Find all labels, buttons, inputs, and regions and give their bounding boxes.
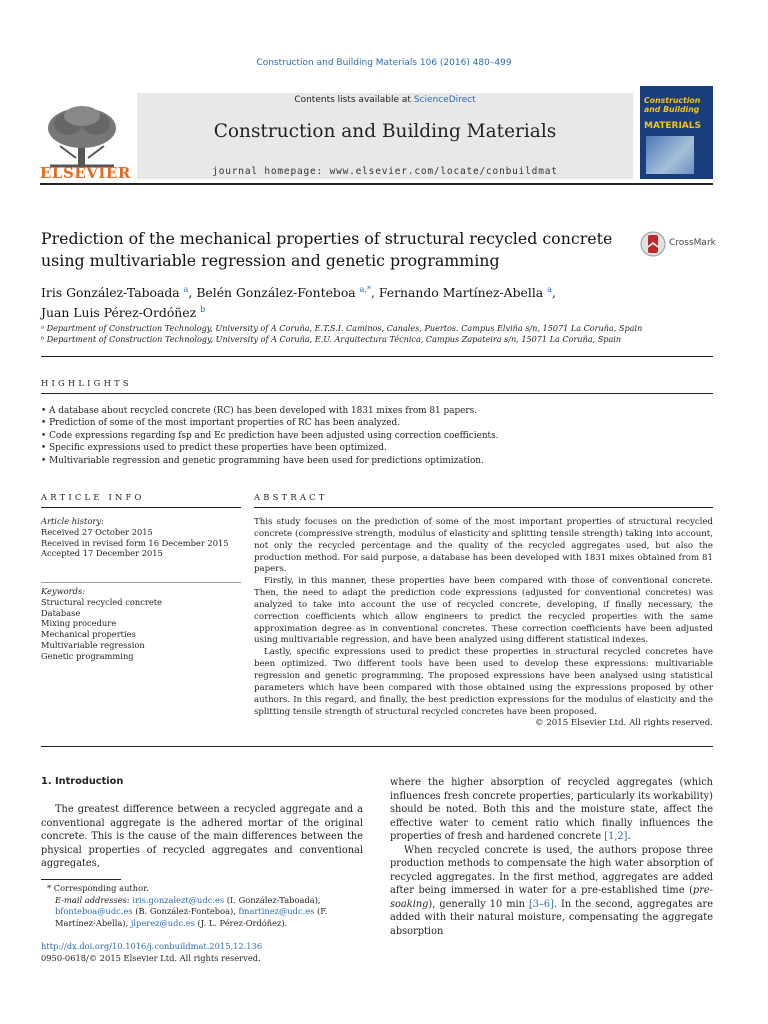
abstract-paragraph: This study focuses on the prediction of some of the most important properties of structural recycled concrete (compressive strength, modulus of elasticity and splitting tensile strength) taking into account, not only the recycled percentage and the quality of the recycled aggregates used, but also the production method. For said purpose, a database has been developed with 1831 mixes obtained from 81 papers.: [254, 517, 713, 575]
footnotes: [41, 883, 366, 929]
intro-text: ), generally 10 min: [428, 898, 529, 910]
divider-body: [41, 746, 713, 747]
divider-highlights: [41, 393, 713, 394]
revised-date: Received in revised form 16 December 2015: [41, 537, 229, 548]
author-affiliation-mark[interactable]: a,*: [359, 285, 371, 294]
keyword: Mechanical properties: [41, 629, 136, 640]
doi-link[interactable]: http://dx.doi.org/10.1016/j.conbuildmat.2015.12.136: [41, 941, 263, 951]
publisher-name: ELSEVIER: [40, 164, 131, 182]
crossmark-label: CrossMark: [669, 238, 716, 248]
received-date: Received 27 October 2015: [41, 526, 153, 537]
keyword: Multivariable regression: [41, 639, 145, 650]
abstract-paragraph: Lastly, specific expressions used to predict these properties in structural recycled concretes have been optimized. Two different tools have been used to develop these expressions: multivariable regression and genetic programming. The proposed expressions have been analysed using statistical parameters which have been compared with those obtained using the expressions proposed by other authors. In this regard, and finally, the best prediction expressions for the modulus of elasticity and the splitting tensile strength of structural recycled concretes have been proposed.: [254, 647, 713, 717]
highlight-item: • A database about recycled concrete (RC) has been developed with 1831 mixes from 81 papers.: [41, 405, 721, 417]
sciencedirect-link[interactable]: ScienceDirect: [413, 95, 476, 105]
divider-highlights-top: [41, 356, 713, 357]
keyword: Structural recycled concrete: [41, 596, 162, 607]
author-name[interactable]: Juan Luis Pérez-Ordóñez: [41, 305, 197, 321]
journal-title: Construction and Building Materials: [213, 121, 557, 142]
highlight-item: • Code expressions regarding fsp and Ec prediction have been adjusted using correction coefficients.: [41, 430, 721, 442]
keywords-label: Keywords:: [41, 586, 86, 596]
abstract-heading: ABSTRACT: [254, 492, 328, 502]
journal-homepage[interactable]: journal homepage: www.elsevier.com/locate/conbuildmat: [212, 166, 558, 177]
email-addresses: [41, 895, 366, 930]
author-separator: ,: [370, 285, 379, 301]
author-name[interactable]: Belén González-Fonteboa: [196, 285, 356, 301]
intro-emphasis: pre-soaking: [390, 885, 713, 910]
author-list: [41, 281, 701, 321]
paper-title-line2: using multivariable regression and genetic programming: [41, 251, 500, 270]
author-separator: ,: [188, 285, 197, 301]
citation-link[interactable]: [1,2]: [604, 831, 628, 842]
intro-right-column: [390, 776, 713, 938]
article-info-heading: ARTICLE INFO: [41, 492, 145, 502]
email-label: E-mail addresses:: [55, 894, 133, 905]
keywords-block: [41, 586, 246, 662]
highlight-item: • Specific expressions used to predict these properties have been optimized.: [41, 442, 721, 454]
author-affiliation-mark[interactable]: a: [547, 285, 552, 294]
paper-title-line1: Prediction of the mechanical properties of structural recycled concrete: [41, 229, 613, 248]
highlight-item: • Prediction of some of the most important properties of RC has been analyzed.: [41, 417, 721, 429]
highlights-heading: HIGHLIGHTS: [41, 378, 132, 388]
history-label: Article history:: [41, 516, 104, 526]
journal-reference[interactable]: Construction and Building Materials 106 (2016) 480–499: [256, 58, 512, 68]
intro-paragraph-continued: [390, 776, 713, 844]
email-owner: (F. Martínez-Abella),: [55, 906, 328, 928]
divider-article-info: [41, 507, 241, 508]
intro-text: . In the second, aggregates are added with their natural moisture, compensating the aggregate absorption: [390, 898, 713, 937]
contents-prefix: Contents lists available at: [294, 95, 414, 105]
abstract-paragraph: Firstly, in this manner, these properties have been compared with those of conventional concrete. Then, the need to adapt the prediction code expressions (adjusted for conventional concretes) was analyzed to take into account the use of recycled concrete, developing, if finally necessary, the correction coefficients which allow engineers to predict the recycled properties with the same approximation degree as in conventional concretes. These correction coefficients have been adjusted using multivariable regression, and have been analyzed using different statistical indexes.: [254, 576, 713, 646]
crossmark-icon: [640, 229, 666, 259]
publication-info: [41, 941, 366, 964]
email-owner: (J. L. Pérez-Ordóñez).: [194, 917, 288, 928]
header-divider: [40, 183, 713, 185]
abstract-body: [254, 517, 713, 730]
accepted-date: Accepted 17 December 2015: [41, 548, 163, 559]
keyword: Database: [41, 607, 81, 618]
affiliation-b: ᵇ Department of Construction Technology, University of A Coruña, E.U. Arquitectura Técnica, Campus Zapateira s/n, 15071 La Coruña, Spain: [41, 333, 622, 344]
intro-left-column: [41, 803, 363, 871]
intro-text: When recycled concrete is used, the authors propose three production methods to compensate the high water absorption of recycled aggregates. In the first method, aggregates are added after being immersed in water for a pre-established time (: [390, 844, 713, 896]
intro-paragraph: [390, 844, 713, 939]
footnote-divider: [41, 879, 121, 880]
intro-paragraph: The greatest difference between a recycled aggregate and a conventional aggregate is the adhered mortar of the original concrete. This is the cause of the main differences between the physical properties of recycled aggregates and conventional aggregates,: [41, 804, 363, 869]
copyright: © 2015 Elsevier Ltd. All rights reserved.: [535, 718, 713, 729]
divider-keywords: [41, 582, 241, 583]
email-link[interactable]: jlperez@udc.es: [130, 917, 195, 928]
author-name[interactable]: Iris González-Taboada: [41, 285, 180, 301]
highlights-list: [41, 405, 721, 467]
journal-cover-thumbnail[interactable]: [640, 86, 713, 179]
paper-title: [41, 228, 631, 272]
author-name[interactable]: Fernando Martínez-Abella: [378, 285, 544, 301]
email-link[interactable]: fmartinez@udc.es: [238, 906, 315, 916]
keyword: Mixing procedure: [41, 618, 117, 629]
author-separator: ,: [551, 285, 556, 301]
divider-abstract: [254, 507, 713, 508]
cover-title: Construction and Building: [644, 96, 701, 114]
author-affiliation-mark[interactable]: a: [183, 285, 189, 294]
intro-text: where the higher absorption of recycled aggregates (which influences fresh concrete properties, particularly its workability) should be noted. Both this and the moisture state, affect the effective water to cement ratio which finally influences the properties of fresh and hardened concrete: [390, 777, 713, 842]
citation-link[interactable]: [3–6]: [528, 898, 554, 910]
email-owner: (B. González-Fonteboa),: [132, 906, 239, 916]
introduction-heading: 1. Introduction: [41, 776, 124, 787]
affiliation-a: ᵃ Department of Construction Technology, University of A Coruña, E.T.S.I. Caminos, Canales, Puertos. Campus Elviña s/n, 15071 La Coruña, Spain: [41, 323, 643, 333]
contents-line: [137, 95, 633, 105]
highlight-item: • Multivariable regression and genetic programming have been used for predictions optimization.: [41, 455, 721, 467]
article-history: [41, 516, 246, 559]
author-affiliation-mark[interactable]: b: [200, 305, 206, 315]
cover-materials: MATERIALS: [644, 121, 701, 131]
email-owner: (I. González-Taboada),: [224, 894, 321, 905]
cover-image: [646, 136, 694, 174]
email-link[interactable]: bfonteboa@udc.es: [55, 906, 133, 916]
corresponding-author-note: * Corresponding author.: [47, 883, 149, 893]
issn-line: 0950-0618/© 2015 Elsevier Ltd. All rights reserved.: [41, 952, 261, 963]
keyword: Genetic programming: [41, 650, 134, 661]
affiliations: [41, 323, 721, 344]
crossmark-badge[interactable]: [640, 229, 720, 259]
intro-text: .: [627, 831, 631, 842]
email-link[interactable]: iris.gonzalezt@udc.es: [132, 894, 225, 905]
